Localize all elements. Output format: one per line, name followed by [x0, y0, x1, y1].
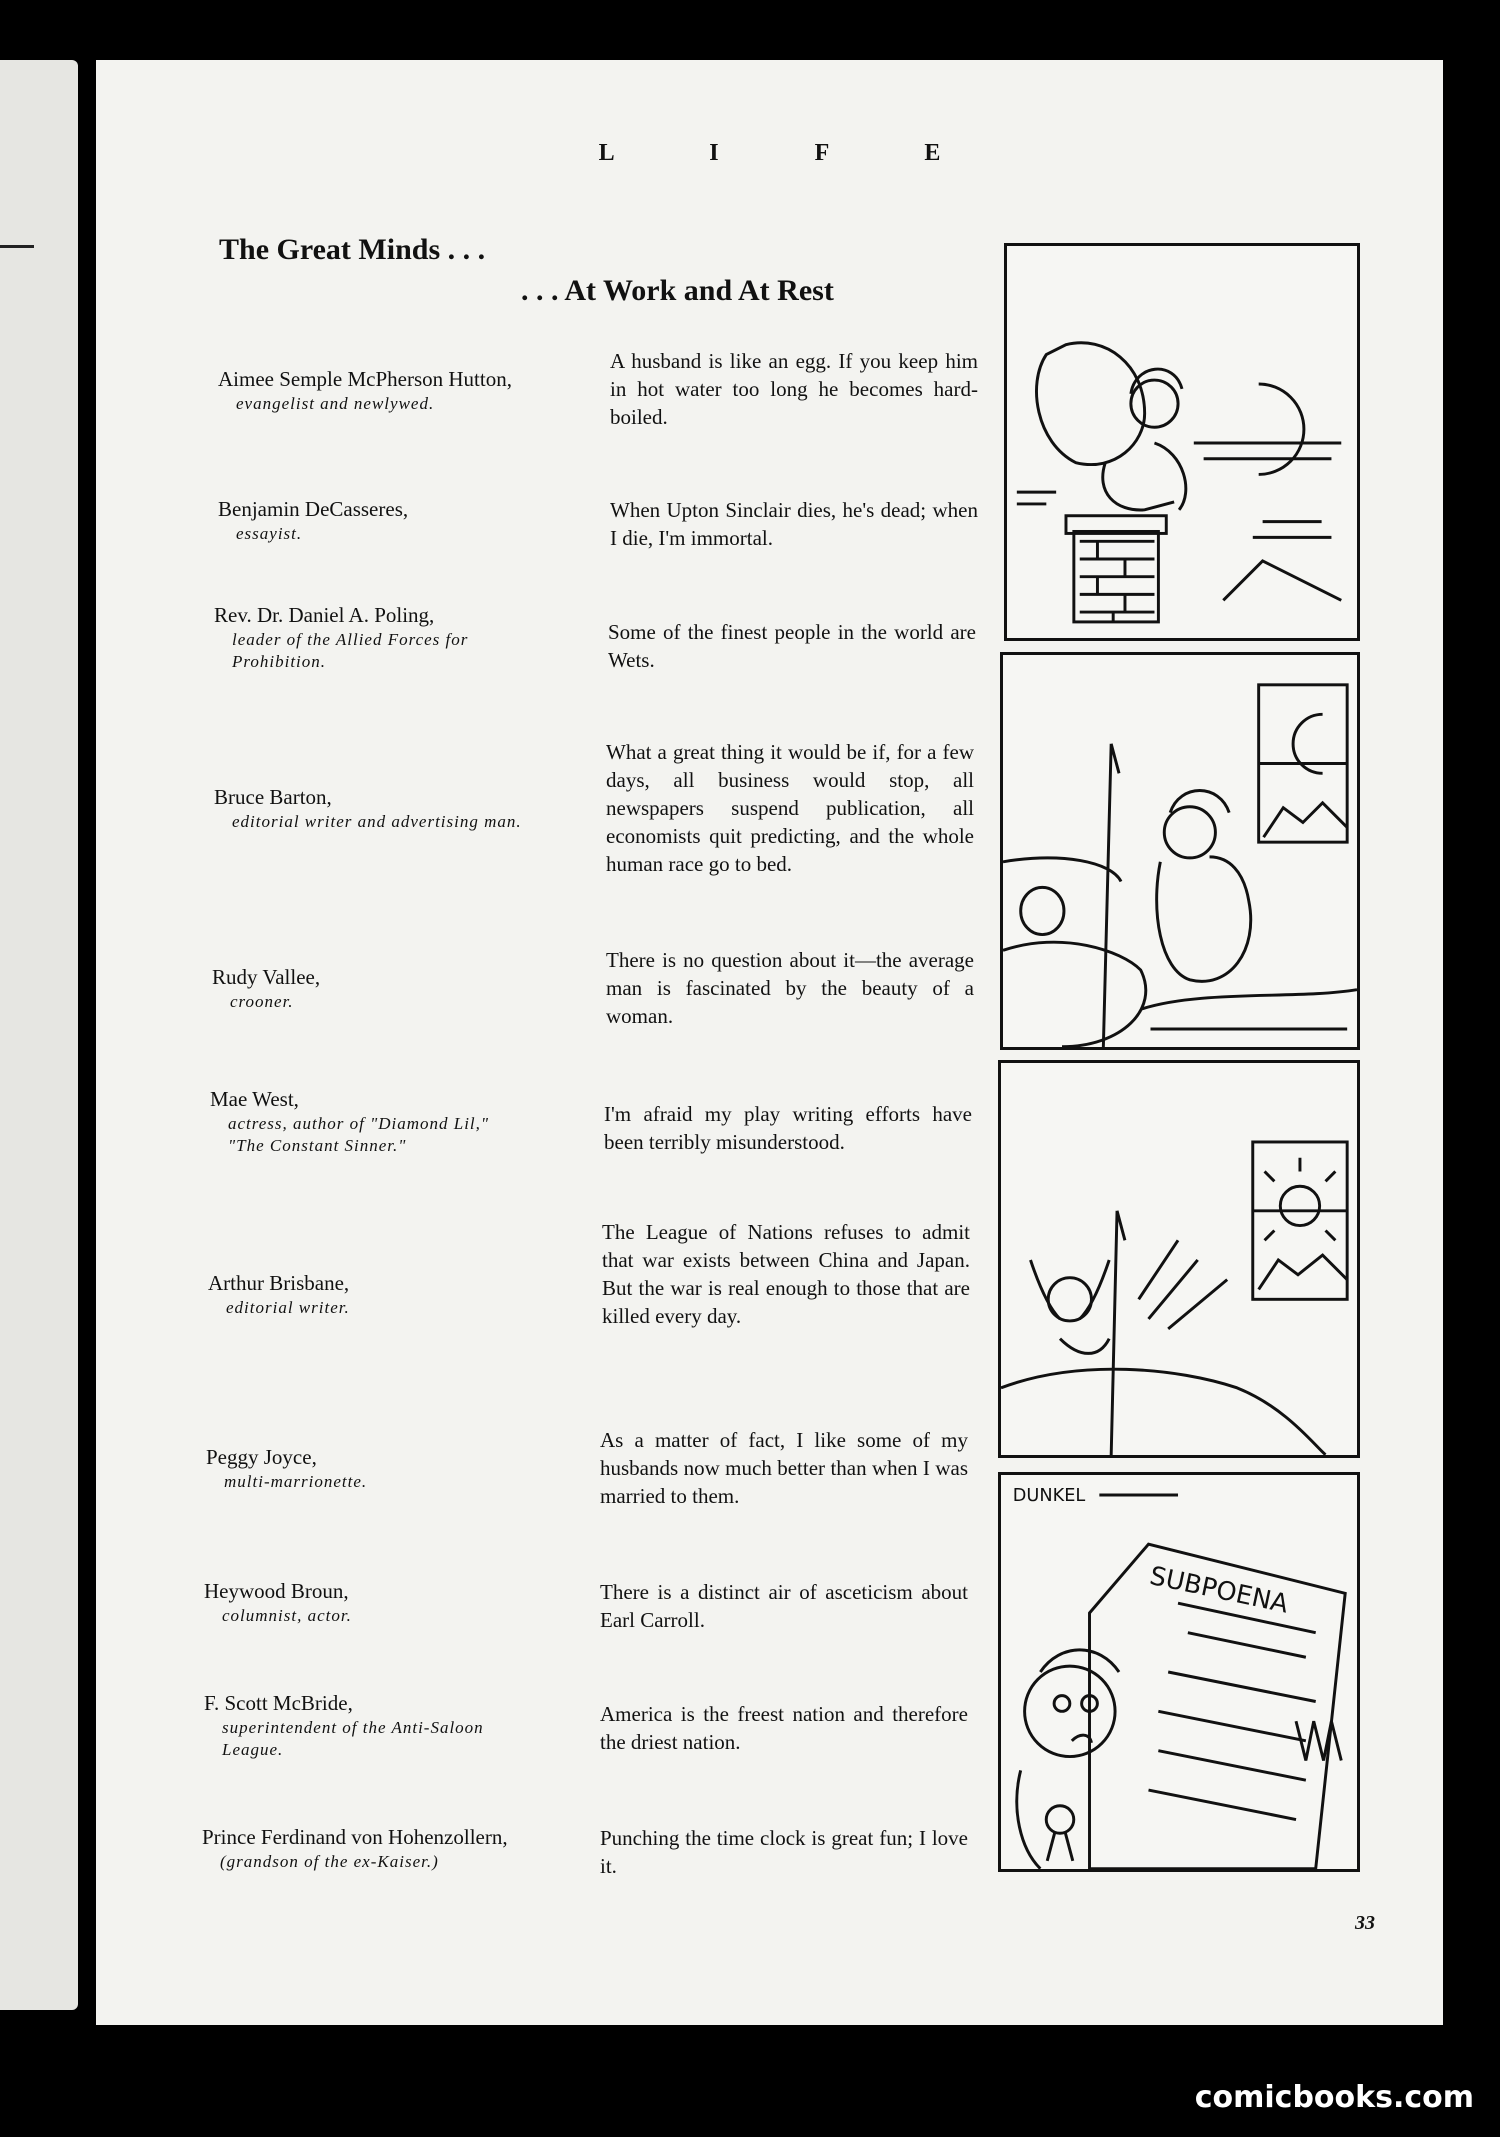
- person-name: Rudy Vallee,: [212, 965, 321, 989]
- previous-page-edge: [0, 60, 78, 2010]
- santa-at-bedside-drawing: [1003, 655, 1357, 1047]
- person-entry: [208, 1270, 350, 1319]
- person-entry: [204, 1578, 352, 1627]
- person-name: Rev. Dr. Daniel A. Poling,: [214, 603, 435, 627]
- person-name: Peggy Joyce,: [206, 1445, 317, 1469]
- person-name: Prince Ferdinand von Hohenzollern,: [202, 1825, 508, 1849]
- person-description: (grandson of the ex-Kaiser.): [220, 1852, 439, 1871]
- quote: A husband is like an egg. If you keep him in hot water too long he becomes hard-boiled.: [610, 349, 978, 429]
- quote: Some of the finest people in the world are Wets.: [608, 620, 976, 672]
- quote: There is a distinct air of asceticism about Earl Carroll.: [600, 1580, 968, 1632]
- quote: As a matter of fact, I like some of my husbands now much better than when I was married to them.: [600, 1428, 968, 1508]
- quote: When Upton Sinclair dies, he's dead; when I die, I'm immortal.: [610, 498, 978, 550]
- person-entry: [214, 602, 504, 673]
- title-line-1: The Great Minds . . .: [219, 233, 486, 266]
- person-name: Arthur Brisbane,: [208, 1271, 350, 1295]
- person-description: multi-marrionette.: [224, 1472, 368, 1491]
- quote: What a great thing it would be if, for a few days, all business would stop, all newspapers suspend publication, all economists quit predicting, and the whole human race go to bed.: [606, 740, 974, 876]
- quote: Punching the time clock is great fun; I love it.: [600, 1826, 968, 1878]
- masthead: L I F E: [598, 140, 986, 166]
- person-entry: [210, 1086, 510, 1157]
- person-description: crooner.: [230, 992, 294, 1011]
- person-entry: [218, 496, 408, 545]
- page-number: 33: [1355, 1912, 1375, 1934]
- cartoon-panel-subpoena: [998, 1472, 1360, 1872]
- person-description: evangelist and newlywed.: [236, 394, 435, 413]
- magazine-page: [96, 60, 1443, 2025]
- quote: I'm afraid my play writing efforts have been terribly misunderstood.: [604, 1102, 972, 1154]
- quote: The League of Nations refuses to admit that war exists between China and Japan. But the war is real enough to those that are killed every day.: [602, 1220, 970, 1328]
- person-description: essayist.: [236, 524, 303, 543]
- subpoena-heading: SUBPOENA: [1147, 1560, 1291, 1620]
- person-description: leader of the Allied Forces for Prohibition.: [232, 630, 469, 671]
- person-entry: [218, 366, 512, 415]
- person-name: Mae West,: [210, 1087, 299, 1111]
- person-entry: [204, 1690, 514, 1761]
- person-entry: [212, 964, 320, 1013]
- person-name: Bruce Barton,: [214, 785, 332, 809]
- artist-signature: DUNKEL: [1012, 1485, 1086, 1506]
- cartoon-panel-man-waking: [998, 1060, 1360, 1458]
- person-entry: [214, 784, 522, 833]
- santa-on-chimney-drawing: [1007, 246, 1357, 638]
- person-name: Benjamin DeCasseres,: [218, 497, 409, 521]
- quote: There is no question about it—the average man is fascinated by the beauty of a woman.: [606, 948, 974, 1028]
- title-line-2: . . . At Work and At Rest: [521, 274, 834, 307]
- man-waking-up-drawing: [1001, 1063, 1357, 1455]
- cartoon-panel-santa-chimney: [1004, 243, 1360, 641]
- person-description: editorial writer.: [226, 1298, 350, 1317]
- person-description: editorial writer and advertising man.: [232, 812, 522, 831]
- site-watermark: comicbooks.com: [1194, 2080, 1474, 2115]
- person-description: columnist, actor.: [222, 1606, 352, 1625]
- person-name: F. Scott McBride,: [204, 1691, 353, 1715]
- person-entry: [206, 1444, 367, 1493]
- person-name: Aimee Semple McPherson Hutton,: [218, 367, 512, 391]
- quote: America is the freest nation and therefore the driest nation.: [600, 1702, 968, 1754]
- cartoon-panel-santa-bedside: [1000, 652, 1360, 1050]
- person-description: superintendent of the Anti-Saloon League.: [222, 1718, 484, 1759]
- person-name: Heywood Broun,: [204, 1579, 349, 1603]
- person-description: actress, author of "Diamond Lil," "The Constant Sinner.": [228, 1114, 490, 1155]
- person-entry: [202, 1824, 508, 1873]
- man-reading-subpoena-drawing: [1001, 1475, 1357, 1869]
- previous-page-mark: [0, 245, 34, 248]
